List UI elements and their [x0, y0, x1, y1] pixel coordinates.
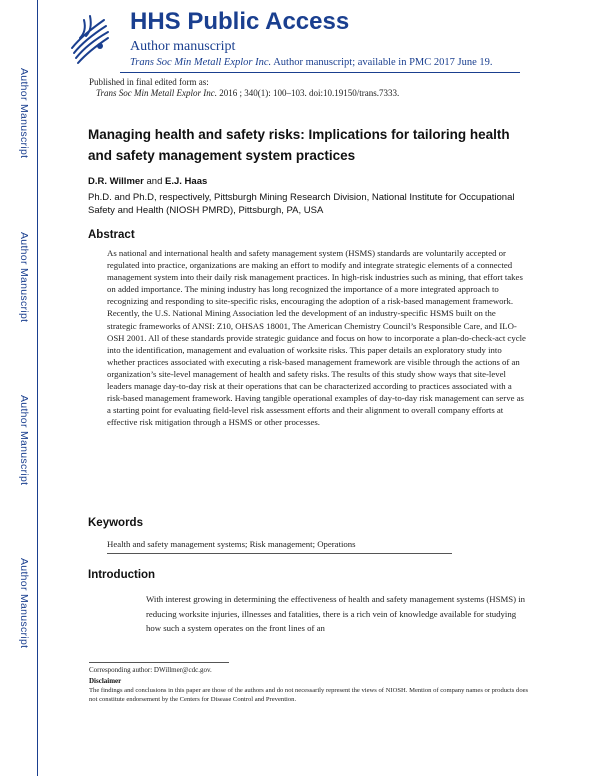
journal-name: Trans Soc Min Metall Explor Inc. — [130, 57, 272, 68]
author-name: D.R. Willmer — [88, 176, 144, 187]
keywords-list: Health and safety management systems; Risk management; Operations — [107, 539, 356, 549]
author-list — [88, 176, 207, 188]
sidebar-label: Author Manuscript — [18, 395, 30, 486]
citation-journal: Trans Soc Min Metall Explor Inc. — [96, 88, 217, 98]
keywords-heading: Keywords — [88, 517, 143, 529]
hhs-eagle-logo-icon — [66, 8, 112, 68]
keywords-divider — [107, 553, 452, 554]
header-divider — [120, 72, 520, 73]
publication-citation — [96, 88, 399, 99]
disclaimer-heading: Disclaimer — [89, 677, 122, 685]
abstract-body: As national and international health and safety management system (HSMS) standards are voluntarily accepted or regulated into practice, organizations are making an effort to modify and integrate strategic elements of a connected management system into their daily risk management practices. In high-risk industries such as mining, that effort takes on added importance. The mining industry has long recognized the importance of a more integrated approach to recognizing and responding to site-specific risks, encouraging the adoption of a risk-based management framework. Recently, the U.S. National Mining Association led the development of an industry-specific HSMS built on the strategic frameworks of ANSI: Z10, OHSAS 18001, The American Chemistry Council’s Responsible Care, and ILO-OSH 2001. All of these standards provide strategic guidance and focus on how to incorporate a plan-do-check-act cycle into the identification, management and evaluation of worksite risks. This paper details an exploratory study into whether practices associated with executing a risk-based management framework are visible through the actions of an organization’s site-level management of health and safety risks. The results of this study show ways that site-level leaders manage day-to-day risk at their operations that can be characterized according to practices associated with a risk-based management framework. Having tangible operational examples of day-to-day risk management can serve as a starting point for evaluating field-level risk assessment efforts and their alignment to overall company efforts at effective risk mitigation through a HSMS or other processes. — [107, 248, 526, 428]
sidebar — [0, 0, 40, 776]
hhs-title: HHS Public Access — [130, 8, 350, 35]
article-title: Managing health and safety risks: Implications for tailoring health and safety management system practices — [88, 127, 510, 163]
sidebar-label: Author Manuscript — [18, 558, 30, 649]
published-label: Published in final edited form as: — [89, 77, 209, 87]
journal-availability — [130, 56, 493, 69]
citation-details: 2016 ; 340(1): 100–103. doi:10.19150/trans.7333. — [217, 88, 400, 98]
sidebar-divider — [37, 0, 38, 776]
author-name: E.J. Haas — [165, 176, 208, 187]
disclaimer-text: The findings and conclusions in this paper are those of the authors and do not necessarily represent the views of NIOSH. Mention of company names or products does not constitute endorsement by the Centers for Disease Control and Prevention. — [89, 687, 529, 703]
sidebar-label: Author Manuscript — [18, 232, 30, 323]
author-conjunction: and — [143, 176, 166, 187]
manuscript-type: Author manuscript — [130, 39, 236, 54]
introduction-body: With interest growing in determining the effectiveness of health and safety management systems (HSMS) in reducing worksite injuries, illnesses and fatalities, there is a rich vein of knowledge available for studying how such a system operates on the front lines of an — [146, 594, 526, 633]
corresponding-author: Corresponding author: DWillmer@cdc.gov. — [89, 666, 212, 674]
abstract-heading: Abstract — [88, 229, 135, 241]
sidebar-label: Author Manuscript — [18, 68, 30, 159]
author-affiliation: Ph.D. and Ph.D, respectively, Pittsburgh Mining Research Division, National Institute for Occupational Safety and Health (NIOSH PMRD), Pittsburgh, PA, USA — [88, 192, 515, 216]
availability-text: Author manuscript; available in PMC 2017 June 19. — [271, 57, 493, 68]
footnote-divider — [89, 662, 229, 663]
introduction-heading: Introduction — [88, 569, 156, 581]
